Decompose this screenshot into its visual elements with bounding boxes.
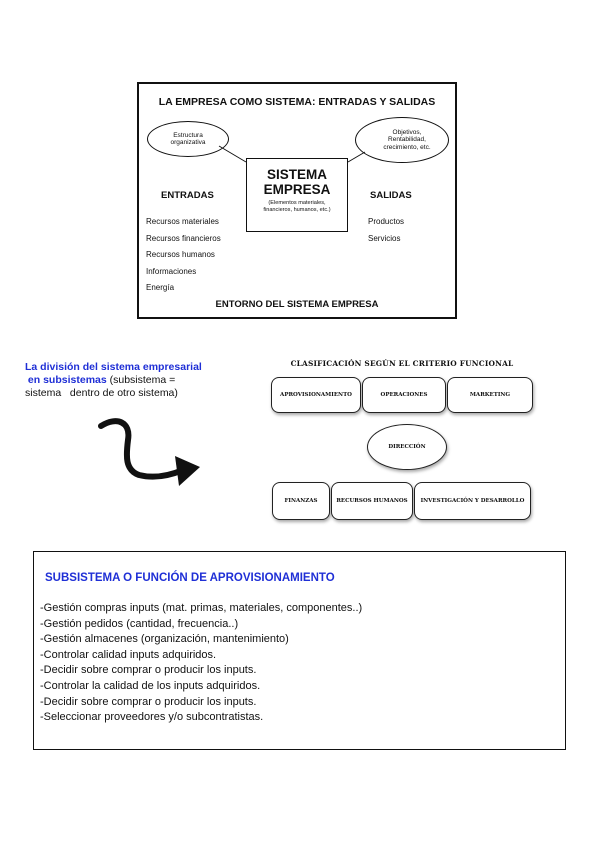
division-text-line2: (subsistema =	[106, 374, 176, 386]
functional-diagram	[266, 355, 538, 525]
ellipse-text: Rentabilidad,	[388, 136, 426, 144]
ellipse-text: Estructura	[173, 131, 203, 139]
system-empresa-box	[246, 158, 348, 232]
aprovisionamiento-box	[33, 551, 566, 750]
ellipse-text: crecimiento, etc.	[383, 143, 431, 151]
aprovisionamiento-title: SUBSISTEMA O FUNCIÓN DE APROVISIONAMIENTO	[45, 572, 335, 584]
outputs-list	[368, 214, 404, 247]
list-item: -Decidir sobre comprar o producir los inputs.	[40, 695, 257, 708]
input-item: Recursos financieros	[146, 233, 221, 243]
list-item: -Gestión pedidos (cantidad, frecuencia..)	[40, 617, 239, 630]
input-item: Energía	[146, 283, 175, 292]
inputs-list	[146, 214, 221, 297]
list-item: -Controlar la calidad de los inputs adquiridos.	[40, 679, 261, 692]
system-diagram-footer: ENTORNO DEL SISTEMA EMPRESA	[215, 299, 379, 310]
box-operaciones: OPERACIONES	[362, 377, 446, 413]
box-investigacion-desarrollo: INVESTIGACIÓN Y DESARROLLO	[414, 482, 531, 520]
center-title: SISTEMA	[266, 167, 327, 182]
system-diagram	[137, 82, 457, 319]
functional-diagram-title: CLASIFICACIÓN SEGÚN EL CRITERIO FUNCIONAL	[290, 359, 514, 368]
box-finanzas: FINANZAS	[272, 482, 330, 520]
input-item: Recursos materiales	[146, 217, 219, 226]
box-marketing: MARKETING	[447, 377, 533, 413]
division-text	[25, 361, 235, 400]
input-item: Informaciones	[146, 266, 197, 276]
list-item: -Seleccionar proveedores y/o subcontratistas.	[40, 711, 264, 724]
center-title: EMPRESA	[263, 182, 331, 197]
curved-arrow-icon	[95, 412, 215, 492]
division-text-subsystems: en subsistemas	[27, 374, 107, 386]
output-item: Productos	[368, 217, 405, 226]
list-item: -Controlar calidad inputs adquiridos.	[40, 648, 217, 661]
outputs-header: SALIDAS	[370, 190, 412, 201]
system-diagram-title: LA EMPRESA COMO SISTEMA: ENTRADAS Y SALIDAS	[158, 96, 436, 108]
box-aprovisionamiento: APROVISIONAMIENTO	[271, 377, 361, 413]
center-subtitle: (Elementos materiales,	[268, 200, 326, 206]
division-text-line1: La división del sistema empresarial	[25, 361, 202, 373]
ellipse-direccion: DIRECCIÓN	[367, 424, 447, 470]
aprovisionamiento-list	[40, 601, 362, 726]
inputs-header: ENTRADAS	[161, 190, 214, 201]
division-text-line3: sistema dentro de otro sistema)	[25, 387, 178, 399]
box-recursos-humanos: RECURSOS HUMANOS	[331, 482, 413, 520]
ellipse-text: Objetivos,	[392, 128, 422, 136]
list-item: -Decidir sobre comprar o producir los inputs.	[40, 664, 257, 677]
list-item: -Gestión almacenes (organización, mantenimiento)	[40, 633, 289, 646]
list-item: -Gestión compras inputs (mat. primas, materiales, componentes..)	[40, 602, 363, 614]
ellipse-text: organizativa	[170, 139, 206, 146]
input-item: Recursos humanos	[146, 250, 215, 259]
output-item: Servicios	[368, 233, 401, 243]
center-subtitle: financieros, humanos, etc.)	[263, 206, 331, 213]
